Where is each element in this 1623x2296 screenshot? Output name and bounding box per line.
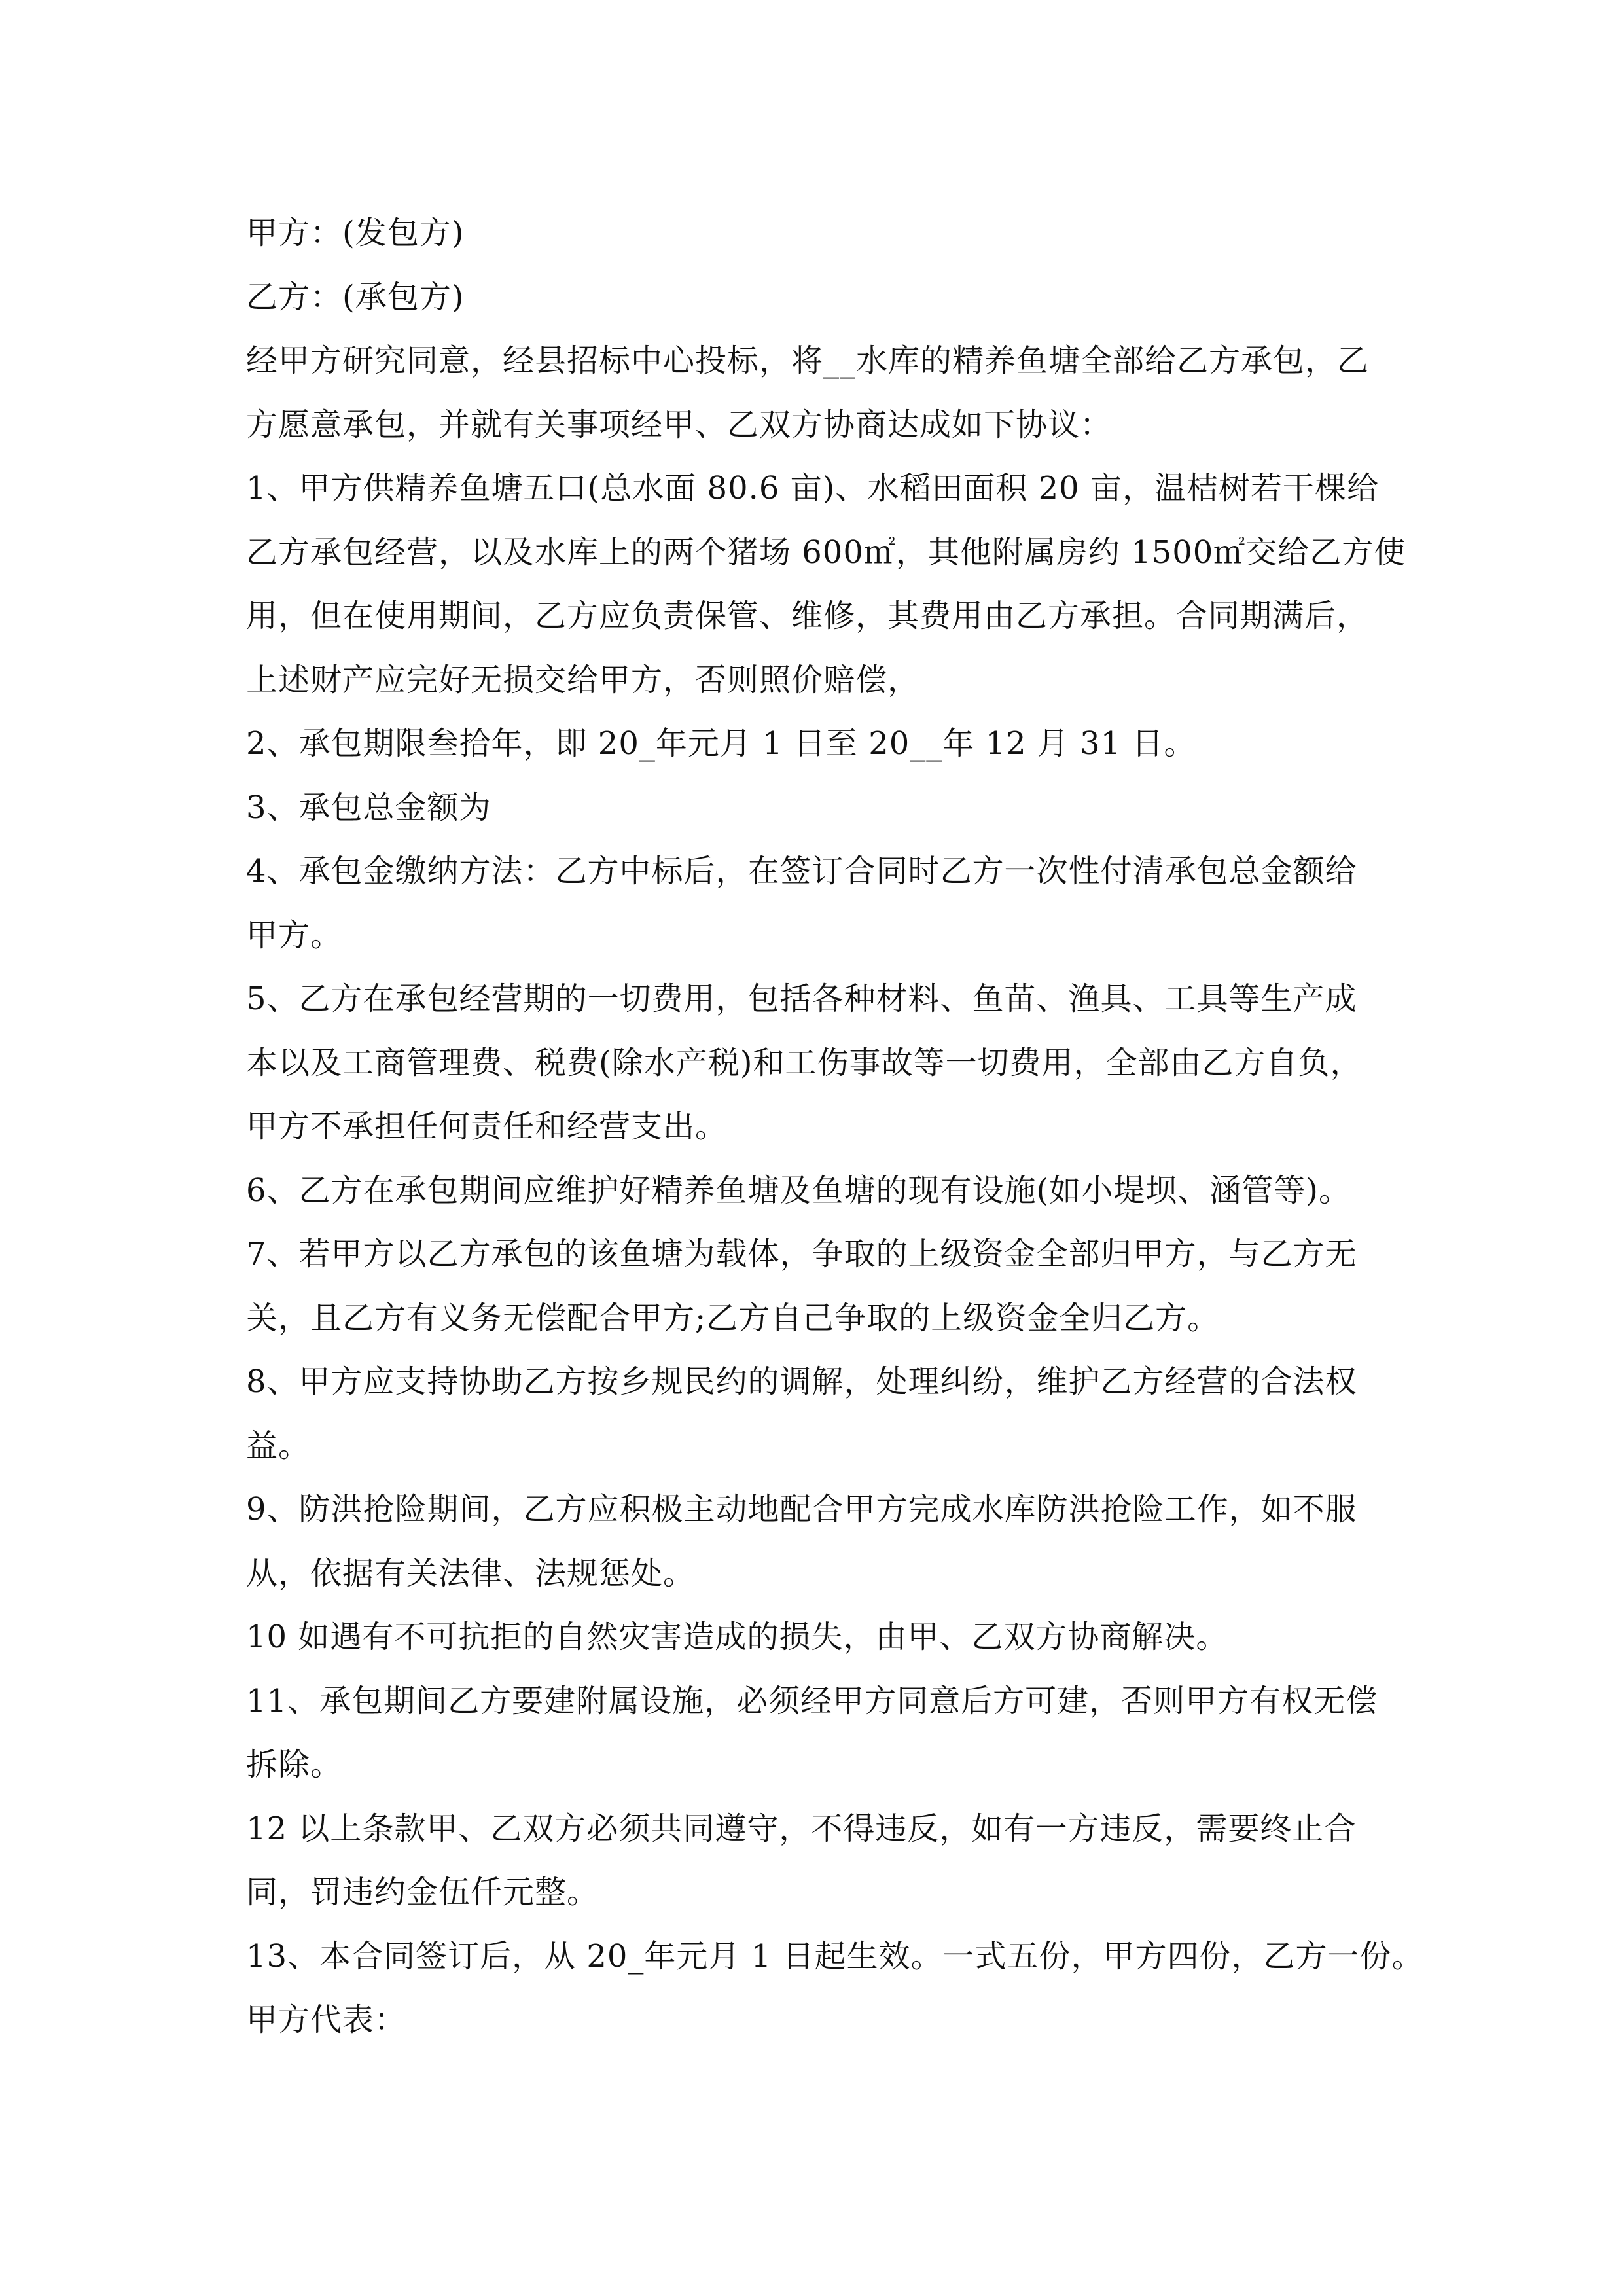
clause-4-line: 甲方。 xyxy=(246,916,343,954)
clause-9-line: 9、防洪抢险期间，乙方应积极主动地配合甲方完成水库防洪抢险工作，如不服 xyxy=(246,1491,1357,1528)
preamble-line: 方愿意承包，并就有关事项经甲、乙双方协商达成如下协议： xyxy=(246,406,1113,443)
clause-10-line: 10 如遇有不可抗拒的自然灾害造成的损失，由甲、乙双方协商解决。 xyxy=(246,1619,1228,1655)
clause-2-line: 2、承包期限叁拾年，即 20_年元月 1 日至 20__年 12 月 31 日。 xyxy=(246,725,1196,762)
clause-12-line: 12 以上条款甲、乙双方必须共同遵守，不得违反，如有一方违反，需要终止合 xyxy=(246,1810,1357,1847)
clause-11-line: 拆除。 xyxy=(246,1746,343,1783)
clause-1-line: 1、甲方供精养鱼塘五口(总水面 80.6 亩)、水稻田面积 20 亩，温桔树若干棵给 xyxy=(246,470,1379,507)
clause-6-line: 6、乙方在承包期间应维护好精养鱼塘及鱼塘的现有设施(如小堤坝、涵管等)。 xyxy=(246,1172,1351,1209)
party-a-representative-line: 甲方代表： xyxy=(246,2001,407,2038)
clause-1-line: 上述财产应完好无损交给甲方，否则照价赔偿， xyxy=(246,661,920,698)
clause-3-line: 3、承包总金额为 xyxy=(246,789,491,826)
clause-5-line: 本以及工商管理费、税费(除水产税)和工伤事故等一切费用，全部由乙方自负， xyxy=(246,1044,1363,1081)
clause-7-line: 7、若甲方以乙方承包的该鱼塘为载体，争取的上级资金全部归甲方，与乙方无 xyxy=(246,1236,1357,1272)
clause-11-line: 11、承包期间乙方要建附属设施，必须经甲方同意后方可建，否则甲方有权无偿 xyxy=(246,1682,1378,1719)
clause-9-line: 从，依据有关法律、法规惩处。 xyxy=(246,1554,696,1592)
clause-1-line: 乙方承包经营，以及水库上的两个猪场 600㎡，其他附属房约 1500㎡交给乙方使 xyxy=(246,533,1406,571)
party-b-line: 乙方：(承包方) xyxy=(246,278,465,315)
clause-12-line: 同，罚违约金伍仟元整。 xyxy=(246,1874,599,1910)
clause-5-line: 甲方不承担任何责任和经营支出。 xyxy=(246,1108,728,1145)
clause-8-line: 8、甲方应支持协助乙方按乡规民约的调解，处理纠纷，维护乙方经营的合法权 xyxy=(246,1363,1357,1400)
clause-5-line: 5、乙方在承包经营期的一切费用，包括各种材料、鱼苗、渔具、工具等生产成 xyxy=(246,980,1357,1017)
clause-1-line: 用，但在使用期间，乙方应负责保管、维修，其费用由乙方承担。合同期满后， xyxy=(246,598,1369,634)
clause-4-line: 4、承包金缴纳方法：乙方中标后，在签订合同时乙方一次性付清承包总金额给 xyxy=(246,853,1357,889)
clause-7-line: 关，且乙方有义务无偿配合甲方;乙方自己争取的上级资金全归乙方。 xyxy=(246,1299,1220,1336)
clause-8-line: 益。 xyxy=(246,1427,311,1464)
clause-13-line: 13、本合同签订后，从 20_年元月 1 日起生效。一式五份，甲方四份，乙方一份。 xyxy=(246,1937,1424,1975)
preamble-line: 经甲方研究同意，经县招标中心投标，将__水库的精养鱼塘全部给乙方承包，乙 xyxy=(246,342,1370,379)
contract-document xyxy=(246,202,1424,2053)
party-a-line: 甲方：(发包方) xyxy=(246,215,465,251)
